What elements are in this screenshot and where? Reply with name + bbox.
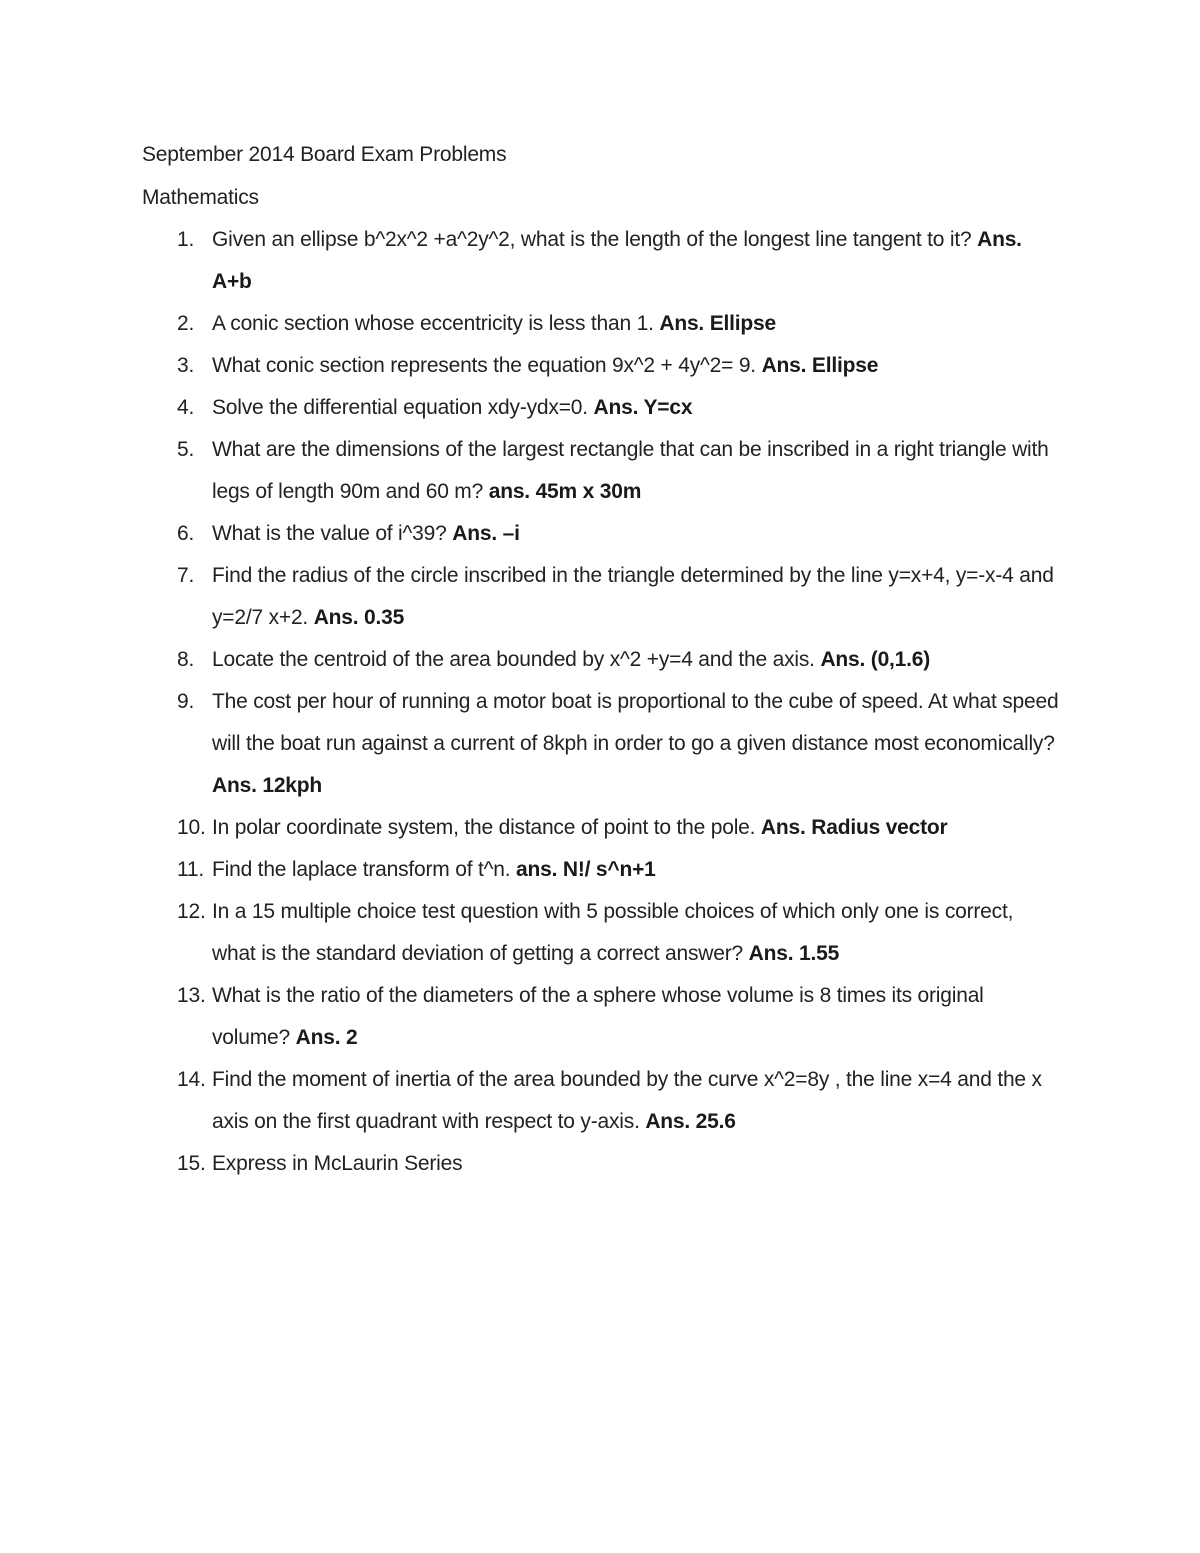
question-text: Given an ellipse b^2x^2 +a^2y^2, what is the length of the longest line tangent to it? bbox=[212, 228, 978, 251]
question-answer: Ans. 1.55 bbox=[748, 942, 840, 965]
question-text: What is the value of i^39? bbox=[212, 522, 453, 545]
question-text: What conic section represents the equation 9x^2 + 4y^2= 9. bbox=[212, 354, 762, 377]
question-number: 7. bbox=[177, 564, 195, 587]
question-item bbox=[142, 975, 1062, 1059]
question-number: 10. bbox=[177, 816, 206, 839]
question-text: Find the laplace transform of t^n. bbox=[212, 858, 517, 881]
question-item bbox=[142, 891, 1062, 975]
question-answer: Ans. Radius vector bbox=[760, 816, 948, 839]
question-number: 4. bbox=[177, 396, 195, 419]
question-item bbox=[142, 849, 1062, 891]
question-answer: Ans. –i bbox=[452, 522, 520, 545]
question-item bbox=[142, 1143, 1062, 1185]
question-item bbox=[142, 681, 1062, 807]
question-text: A conic section whose eccentricity is less than 1. bbox=[212, 312, 660, 335]
question-text: Find the moment of inertia of the area bounded by the curve x^2=8y , the line x=4 and the x axis on the first quadrant with respect to y-axis. bbox=[212, 1068, 1042, 1133]
question-text: Locate the centroid of the area bounded by x^2 +y=4 and the axis. bbox=[212, 648, 821, 671]
question-number: 12. bbox=[177, 900, 206, 923]
question-number: 1. bbox=[177, 228, 195, 251]
question-item bbox=[142, 429, 1062, 513]
question-item bbox=[142, 513, 1062, 555]
question-item bbox=[142, 303, 1062, 345]
question-text: The cost per hour of running a motor boat is proportional to the cube of speed. At what speed will the boat run against a current of 8kph in order to go a given distance most economically? bbox=[212, 690, 1059, 755]
question-number: 13. bbox=[177, 984, 206, 1007]
question-text: In a 15 multiple choice test question with 5 possible choices of which only one is correct, what is the standard deviation of getting a correct answer? bbox=[212, 900, 1014, 965]
question-answer: Ans. 12kph bbox=[212, 774, 323, 797]
question-number: 3. bbox=[177, 354, 195, 377]
question-item bbox=[142, 1059, 1062, 1143]
question-text: Find the radius of the circle inscribed in the triangle determined by the line y=x+4, y=-x-4 and y=2/7 x+2. bbox=[212, 564, 1054, 629]
question-answer: Ans. Y=cx bbox=[593, 396, 693, 419]
question-answer: Ans. A+b bbox=[212, 228, 1022, 293]
question-text: Express in McLaurin Series bbox=[212, 1152, 463, 1175]
question-answer: Ans. 2 bbox=[295, 1026, 358, 1049]
question-answer: Ans. Ellipse bbox=[659, 312, 776, 335]
question-text: Solve the differential equation xdy-ydx=0. bbox=[212, 396, 594, 419]
question-answer: ans. N!/ s^n+1 bbox=[516, 858, 656, 881]
question-number: 5. bbox=[177, 438, 195, 461]
question-answer: ans. 45m x 30m bbox=[488, 480, 642, 503]
question-list bbox=[142, 219, 1062, 1185]
question-answer: Ans. Ellipse bbox=[761, 354, 879, 377]
question-number: 2. bbox=[177, 312, 195, 335]
question-item bbox=[142, 219, 1062, 303]
question-text: What are the dimensions of the largest rectangle that can be inscribed in a right triangle with legs of length 90m and 60 m? bbox=[212, 438, 1049, 503]
question-number: 9. bbox=[177, 690, 195, 713]
question-item bbox=[142, 639, 1062, 681]
question-answer: Ans. 0.35 bbox=[313, 606, 405, 629]
question-answer: Ans. (0,1.6) bbox=[820, 648, 931, 671]
question-number: 8. bbox=[177, 648, 195, 671]
question-number: 6. bbox=[177, 522, 195, 545]
document-title: September 2014 Board Exam Problems bbox=[142, 143, 507, 166]
question-item bbox=[142, 387, 1062, 429]
question-number: 11. bbox=[177, 858, 205, 881]
question-text: In polar coordinate system, the distance of point to the pole. bbox=[212, 816, 761, 839]
question-answer: Ans. 25.6 bbox=[645, 1110, 736, 1133]
question-number: 14. bbox=[177, 1068, 206, 1091]
question-text: What is the ratio of the diameters of the a sphere whose volume is 8 times its original volume? bbox=[212, 984, 984, 1049]
question-item bbox=[142, 807, 1062, 849]
question-item bbox=[142, 555, 1062, 639]
question-item bbox=[142, 345, 1062, 387]
section-heading: Mathematics bbox=[142, 186, 259, 209]
question-number: 15. bbox=[177, 1152, 206, 1175]
